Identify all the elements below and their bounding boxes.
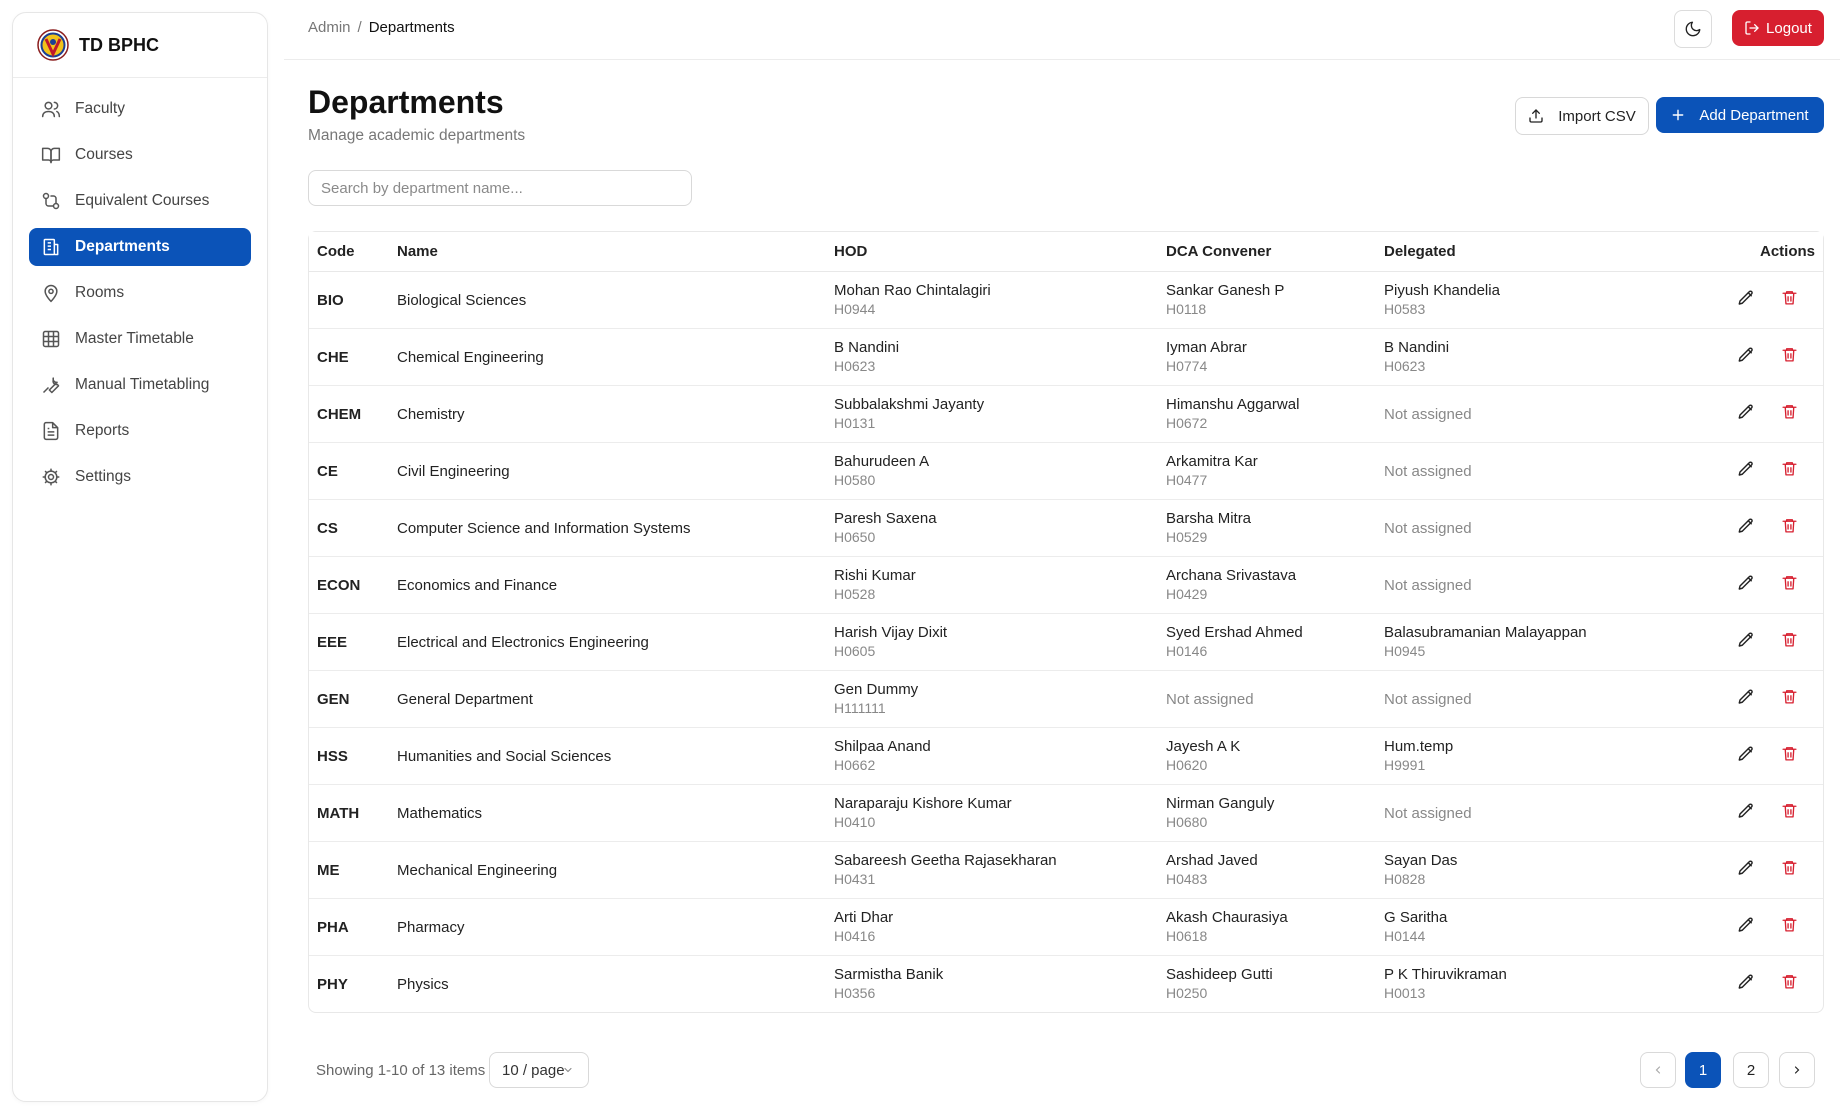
page-button-1[interactable]: 1	[1685, 1052, 1721, 1088]
actions-cell	[1676, 386, 1823, 443]
page-button-2[interactable]: 2	[1733, 1052, 1769, 1088]
hod-name: Bahurudeen A	[834, 453, 930, 470]
hod-id: H0410	[834, 814, 876, 830]
hod-id: H0416	[834, 928, 876, 944]
column-header-delegated[interactable]: Delegated	[1376, 232, 1676, 272]
department-name: General Department	[389, 671, 826, 728]
department-code: GEN	[309, 671, 389, 728]
hod-name: Arti Dhar	[834, 909, 894, 926]
dca-convener-id: H0429	[1166, 586, 1208, 602]
dca-convener-id: H0672	[1166, 415, 1208, 431]
dca-convener-cell	[1158, 671, 1376, 728]
page-size-value: 10 / page	[502, 1061, 565, 1079]
hod-name: Gen Dummy	[834, 681, 919, 698]
dca-convener-id: H0483	[1166, 871, 1208, 887]
building-icon	[41, 237, 61, 257]
delegated-id: H0144	[1384, 928, 1426, 944]
trash-icon[interactable]	[1781, 460, 1803, 482]
table-row	[309, 956, 1823, 1013]
delegated-cell	[1376, 557, 1676, 614]
dca-convener-cell	[1158, 899, 1376, 956]
hod-cell	[826, 671, 1158, 728]
dca-convener-name: Sankar Ganesh P	[1166, 282, 1285, 299]
edit-icon[interactable]	[1737, 802, 1759, 824]
page-subtitle: Manage academic departments	[308, 127, 526, 144]
breadcrumb	[308, 19, 455, 36]
dca-convener-id: H0146	[1166, 643, 1208, 659]
department-search-input[interactable]	[308, 170, 692, 206]
sidebar-item-manual-timetabling[interactable]	[29, 366, 251, 404]
add-department-label: Add Department	[1699, 106, 1809, 124]
dca-convener-cell	[1158, 500, 1376, 557]
hod-id: H0356	[834, 985, 876, 1001]
breadcrumb-current: Departments	[368, 19, 455, 36]
delegated-name: Not assigned	[1384, 576, 1472, 594]
edit-icon[interactable]	[1737, 631, 1759, 653]
hod-id: H0662	[834, 757, 876, 773]
department-code: CHE	[309, 329, 389, 386]
delegated-cell	[1376, 785, 1676, 842]
file-icon	[41, 421, 61, 441]
delegated-id: H0013	[1384, 985, 1426, 1001]
chevron-right-icon	[1791, 1064, 1803, 1076]
next-page-button[interactable]	[1779, 1052, 1815, 1088]
table-row	[309, 386, 1823, 443]
hod-name: Sarmistha Banik	[834, 966, 944, 983]
department-code: CE	[309, 443, 389, 500]
brand[interactable]	[13, 13, 267, 78]
delegated-name: Not assigned	[1384, 804, 1472, 822]
delegated-cell	[1376, 671, 1676, 728]
moon-icon	[1684, 20, 1702, 38]
trash-icon[interactable]	[1781, 346, 1803, 368]
wrench-icon	[41, 375, 61, 395]
hod-name: Rishi Kumar	[834, 567, 916, 584]
dca-convener-name: Arshad Javed	[1166, 852, 1258, 869]
breadcrumb-root[interactable]: Admin	[308, 19, 351, 36]
sidebar-item-equivalent-courses[interactable]	[29, 182, 251, 220]
actions-cell	[1676, 614, 1823, 671]
delegated-id: H0945	[1384, 643, 1426, 659]
dca-convener-name: Himanshu Aggarwal	[1166, 396, 1300, 413]
trash-icon[interactable]	[1781, 973, 1803, 995]
table-row	[309, 842, 1823, 899]
trash-icon[interactable]	[1781, 859, 1803, 881]
previous-page-button[interactable]	[1640, 1052, 1676, 1088]
actions-cell	[1676, 443, 1823, 500]
hod-cell	[826, 443, 1158, 500]
column-header-actions: Actions	[1676, 232, 1823, 272]
trash-icon[interactable]	[1781, 517, 1803, 539]
actions-cell	[1676, 671, 1823, 728]
upload-icon	[1528, 108, 1558, 124]
pagination-summary: Showing 1-10 of 13 items	[316, 1062, 486, 1079]
dca-convener-name: Nirman Ganguly	[1166, 795, 1275, 812]
dca-convener-id: H0250	[1166, 985, 1208, 1001]
dca-convener-id: H0618	[1166, 928, 1208, 944]
delegated-cell	[1376, 443, 1676, 500]
trash-icon[interactable]	[1781, 802, 1803, 824]
dca-convener-cell	[1158, 386, 1376, 443]
dca-convener-name: Akash Chaurasiya	[1166, 909, 1288, 926]
sidebar-item-label: Departments	[75, 238, 170, 255]
sidebar-item-rooms[interactable]	[29, 274, 251, 312]
column-header-code[interactable]: Code	[309, 232, 389, 272]
table-row	[309, 329, 1823, 386]
department-name: Chemistry	[389, 386, 826, 443]
department-name: Electrical and Electronics Engineering	[389, 614, 826, 671]
delegated-name: Sayan Das	[1384, 852, 1458, 869]
dca-convener-name: Syed Ershad Ahmed	[1166, 624, 1303, 641]
department-name: Biological Sciences	[389, 272, 826, 329]
hod-id: H0431	[834, 871, 876, 887]
hod-cell	[826, 842, 1158, 899]
theme-toggle-button[interactable]	[1674, 10, 1712, 48]
dca-convener-name: Jayesh A K	[1166, 738, 1241, 755]
actions-cell	[1676, 842, 1823, 899]
actions-cell	[1676, 329, 1823, 386]
delegated-id: H0623	[1384, 358, 1426, 374]
hod-name: Naraparaju Kishore Kumar	[834, 795, 1012, 812]
dca-convener-cell	[1158, 785, 1376, 842]
hod-id: H0605	[834, 643, 876, 659]
table-row	[309, 899, 1823, 956]
dca-convener-name: Iyman Abrar	[1166, 339, 1247, 356]
sidebar-item-label: Reports	[75, 422, 130, 439]
dca-convener-cell	[1158, 329, 1376, 386]
actions-cell	[1676, 272, 1823, 329]
sidebar-item-label: Faculty	[75, 100, 125, 117]
sidebar-item-label: Courses	[75, 146, 133, 163]
department-name: Humanities and Social Sciences	[389, 728, 826, 785]
users-icon	[41, 99, 61, 119]
dca-convener-cell	[1158, 557, 1376, 614]
department-name: Computer Science and Information Systems	[389, 500, 826, 557]
delegated-cell	[1376, 386, 1676, 443]
hod-cell	[826, 272, 1158, 329]
dca-convener-id: H0620	[1166, 757, 1208, 773]
import-csv-label: Import CSV	[1558, 107, 1636, 125]
dca-convener-id: H0774	[1166, 358, 1208, 374]
department-name: Pharmacy	[389, 899, 826, 956]
sidebar-item-label: Equivalent Courses	[75, 192, 210, 209]
dca-convener-name: Sashideep Gutti	[1166, 966, 1273, 983]
column-header-dca-convener[interactable]: DCA Convener	[1158, 232, 1376, 272]
edit-icon[interactable]	[1737, 574, 1759, 596]
trash-icon[interactable]	[1781, 631, 1803, 653]
hod-name: Shilpaa Anand	[834, 738, 931, 755]
delegated-cell	[1376, 614, 1676, 671]
hod-id: H0528	[834, 586, 876, 602]
dca-convener-id: H0118	[1166, 301, 1207, 317]
brand-name: TD BPHC	[79, 34, 159, 55]
sidebar-item-departments[interactable]	[29, 228, 251, 266]
hod-id: H111111	[834, 700, 886, 716]
map-pin-icon	[41, 283, 61, 303]
dca-convener-cell	[1158, 614, 1376, 671]
trash-icon[interactable]	[1781, 916, 1803, 938]
edit-icon[interactable]	[1737, 916, 1759, 938]
chevron-left-icon	[1652, 1064, 1664, 1076]
trash-icon[interactable]	[1781, 289, 1803, 311]
departments-table	[308, 231, 1824, 1013]
hod-id: H0623	[834, 358, 876, 374]
trash-icon[interactable]	[1781, 745, 1803, 767]
hod-cell	[826, 500, 1158, 557]
top-bar	[284, 0, 1840, 60]
edit-icon[interactable]	[1737, 973, 1759, 995]
department-code: CS	[309, 500, 389, 557]
actions-cell	[1676, 557, 1823, 614]
hod-id: H0944	[834, 301, 876, 317]
trash-icon[interactable]	[1781, 403, 1803, 425]
delegated-cell	[1376, 728, 1676, 785]
hod-cell	[826, 614, 1158, 671]
delegated-name: Not assigned	[1384, 405, 1472, 423]
page-size-select[interactable]	[489, 1052, 589, 1088]
sidebar-nav	[13, 78, 267, 516]
delegated-id: H9991	[1384, 757, 1426, 773]
dca-convener-cell	[1158, 443, 1376, 500]
edit-icon[interactable]	[1737, 859, 1759, 881]
grid-icon	[41, 329, 61, 349]
plus-icon	[1671, 108, 1699, 122]
chevron-down-icon	[562, 1064, 574, 1076]
delegated-cell	[1376, 842, 1676, 899]
delegated-name: Not assigned	[1384, 690, 1472, 708]
logout-button[interactable]	[1732, 10, 1824, 46]
add-department-button[interactable]	[1656, 97, 1824, 133]
edit-icon[interactable]	[1737, 403, 1759, 425]
actions-cell	[1676, 899, 1823, 956]
dca-convener-cell	[1158, 272, 1376, 329]
edit-icon[interactable]	[1737, 346, 1759, 368]
dca-convener-name: Barsha Mitra	[1166, 510, 1252, 527]
dca-convener-id: H0529	[1166, 529, 1208, 545]
delegated-id: H0583	[1384, 301, 1426, 317]
delegated-name: Piyush Khandelia	[1384, 282, 1500, 299]
table-header-row	[309, 232, 1823, 272]
dca-convener-name: Archana Srivastava	[1166, 567, 1297, 584]
page-title: Departments	[308, 84, 504, 120]
delegated-name: G Saritha	[1384, 909, 1448, 926]
dca-convener-id: H0680	[1166, 814, 1208, 830]
sidebar	[12, 12, 268, 1102]
dca-convener-cell	[1158, 728, 1376, 785]
logout-label: Logout	[1766, 19, 1812, 37]
edit-icon[interactable]	[1737, 688, 1759, 710]
actions-cell	[1676, 728, 1823, 785]
hod-id: H0650	[834, 529, 876, 545]
trash-icon[interactable]	[1781, 574, 1803, 596]
column-header-name[interactable]: Name	[389, 232, 826, 272]
edit-icon[interactable]	[1737, 289, 1759, 311]
department-code: BIO	[309, 272, 389, 329]
gear-icon	[41, 467, 61, 487]
trash-icon[interactable]	[1781, 688, 1803, 710]
table-row	[309, 500, 1823, 557]
department-name: Civil Engineering	[389, 443, 826, 500]
edit-icon[interactable]	[1737, 460, 1759, 482]
delegated-cell	[1376, 272, 1676, 329]
sidebar-item-courses[interactable]	[29, 136, 251, 174]
hod-cell	[826, 785, 1158, 842]
department-name: Chemical Engineering	[389, 329, 826, 386]
department-code: MATH	[309, 785, 389, 842]
logout-icon	[1744, 20, 1766, 36]
delegated-cell	[1376, 500, 1676, 557]
import-csv-button[interactable]	[1515, 97, 1649, 135]
sidebar-item-label: Manual Timetabling	[75, 376, 210, 393]
sidebar-item-faculty[interactable]	[29, 90, 251, 128]
delegated-name: B Nandini	[1384, 339, 1450, 356]
department-code: ME	[309, 842, 389, 899]
dca-convener-cell	[1158, 842, 1376, 899]
delegated-name: Not assigned	[1384, 462, 1472, 480]
department-code: EEE	[309, 614, 389, 671]
department-code: ECON	[309, 557, 389, 614]
table-row	[309, 785, 1823, 842]
hod-name: Paresh Saxena	[834, 510, 937, 527]
department-name: Mechanical Engineering	[389, 842, 826, 899]
department-code: CHEM	[309, 386, 389, 443]
delegated-name: P K Thiruvikraman	[1384, 966, 1507, 983]
hod-name: Harish Vijay Dixit	[834, 624, 948, 641]
sidebar-item-master-timetable[interactable]	[29, 320, 251, 358]
git-compare-icon	[41, 191, 61, 211]
delegated-name: Hum.temp	[1384, 738, 1454, 755]
book-icon	[41, 145, 61, 165]
sidebar-item-label: Rooms	[75, 284, 125, 301]
university-logo-icon	[37, 29, 69, 61]
actions-cell	[1676, 956, 1823, 1013]
delegated-name: Not assigned	[1384, 519, 1472, 537]
hod-cell	[826, 329, 1158, 386]
table-row	[309, 443, 1823, 500]
hod-id: H0131	[834, 415, 876, 431]
dca-convener-name: Not assigned	[1166, 690, 1254, 708]
dca-convener-cell	[1158, 956, 1376, 1013]
hod-name: B Nandini	[834, 339, 900, 356]
dca-convener-id: H0477	[1166, 472, 1208, 488]
sidebar-item-settings[interactable]	[29, 458, 251, 496]
breadcrumb-separator: /	[357, 19, 362, 36]
department-code: HSS	[309, 728, 389, 785]
delegated-cell	[1376, 329, 1676, 386]
hod-cell	[826, 557, 1158, 614]
hod-cell	[826, 386, 1158, 443]
hod-id: H0580	[834, 472, 876, 488]
column-header-hod[interactable]: HOD	[826, 232, 1158, 272]
table-row	[309, 557, 1823, 614]
actions-cell	[1676, 500, 1823, 557]
dca-convener-name: Arkamitra Kar	[1166, 453, 1258, 470]
delegated-id: H0828	[1384, 871, 1426, 887]
hod-name: Sabareesh Geetha Rajasekharan	[834, 852, 1057, 869]
department-name: Physics	[397, 975, 449, 993]
sidebar-item-reports[interactable]	[29, 412, 251, 450]
table-row	[309, 671, 1823, 728]
sidebar-item-label: Master Timetable	[75, 330, 194, 347]
department-code: PHY	[317, 975, 348, 993]
delegated-cell	[1376, 956, 1676, 1013]
department-code: PHA	[309, 899, 389, 956]
hod-cell	[826, 899, 1158, 956]
hod-name: Subbalakshmi Jayanty	[834, 396, 985, 413]
table-row	[309, 614, 1823, 671]
actions-cell	[1676, 785, 1823, 842]
hod-cell	[826, 956, 1158, 1013]
table-row	[309, 272, 1823, 329]
delegated-cell	[1376, 899, 1676, 956]
hod-cell	[826, 728, 1158, 785]
table-row	[309, 728, 1823, 785]
department-name: Economics and Finance	[389, 557, 826, 614]
hod-name: Mohan Rao Chintalagiri	[834, 282, 991, 299]
edit-icon[interactable]	[1737, 745, 1759, 767]
sidebar-item-label: Settings	[75, 468, 132, 485]
department-name: Mathematics	[389, 785, 826, 842]
delegated-name: Balasubramanian Malayappan	[1384, 624, 1587, 641]
edit-icon[interactable]	[1737, 517, 1759, 539]
